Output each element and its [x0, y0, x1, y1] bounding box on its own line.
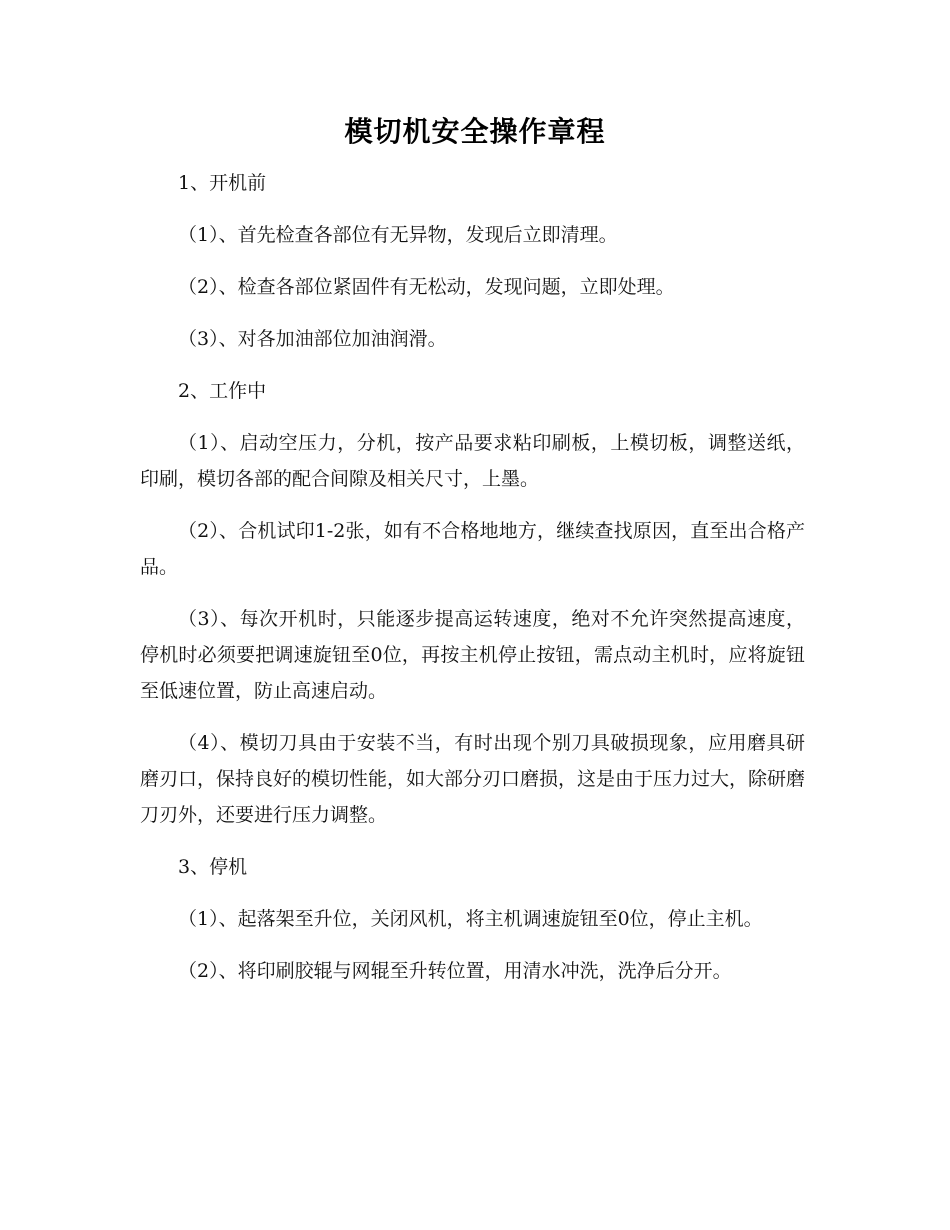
section-heading-during-work: 2、工作中: [178, 380, 267, 402]
section-heading-shutdown: 3、停机: [178, 856, 248, 878]
document-body: [140, 165, 805, 1005]
section-heading-before-start: 1、开机前: [178, 172, 267, 194]
paragraph: （1）、起落架至升位，关闭风机，将主机调速旋钮至0位，停止主机。: [178, 908, 763, 930]
paragraph: （1）、启动空压力，分机，按产品要求粘印刷板，上模切板，调整送纸，印刷，模切各部的配合间隙及相关尺寸，上墨。: [140, 432, 805, 490]
paragraph: （3）、每次开机时，只能逐步提高运转速度，绝对不允许突然提高速度，停机时必须要把调速旋钮至0位，再按主机停止按钮，需点动主机时，应将旋钮至低速位置，防止高速启动。: [140, 608, 805, 702]
paragraph: （2）、将印刷胶辊与网辊至升转位置，用清水冲洗，洗净后分开。: [178, 960, 732, 982]
document-title: 模切机安全操作章程: [344, 115, 606, 148]
paragraph: （3）、对各加油部位加油润滑。: [178, 328, 447, 350]
paragraph: （2）、检查各部位紧固件有无松动，发现问题，立即处理。: [178, 276, 675, 298]
paragraph: （1）、首先检查各部位有无异物，发现后立即清理。: [178, 224, 618, 246]
paragraph: （2）、合机试印1-2张，如有不合格地地方，继续查找原因，直至出合格产品。: [140, 520, 805, 578]
paragraph: （4）、模切刀具由于安装不当，有时出现个别刀具破损现象，应用磨具研磨刃口，保持良好的模切性能，如大部分刃口磨损，这是由于压力过大，除研磨刀刃外，还要进行压力调整。: [140, 732, 806, 826]
